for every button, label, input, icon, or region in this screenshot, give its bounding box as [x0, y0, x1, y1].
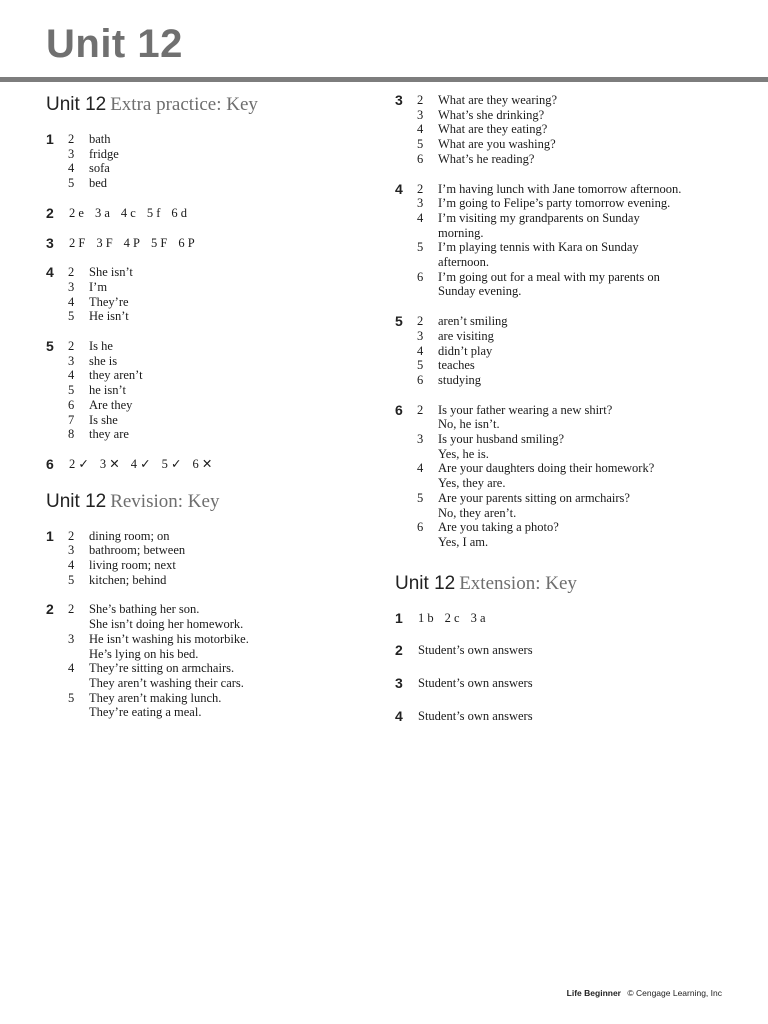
answer-list — [68, 265, 366, 324]
page-title: Unit 12 — [46, 22, 183, 66]
item-text: bathroom; between — [89, 543, 186, 558]
answer-item — [68, 354, 366, 369]
answer-item: 6 P — [178, 235, 195, 250]
answer-item — [68, 661, 366, 690]
answer-item — [68, 132, 366, 147]
item-text: Is your father wearing a new shirt? No, he isn’t. — [438, 402, 613, 432]
answer-list — [68, 529, 366, 588]
answer-item — [68, 309, 366, 324]
answer-item: 3 F — [96, 235, 113, 250]
item-number: 2 — [68, 265, 75, 280]
answer-item — [417, 137, 735, 152]
answer-item — [417, 344, 735, 359]
answer-item — [68, 368, 366, 383]
item-number: 4 — [68, 161, 75, 176]
exercise-number: 3 — [395, 675, 403, 692]
answer-item: 3 a — [94, 205, 110, 220]
answer-item: 3 ✕ — [99, 456, 120, 471]
answer-item — [417, 373, 735, 388]
item-number: 5 — [68, 176, 75, 191]
footer-copyright: © Cengage Learning, Inc — [627, 988, 722, 998]
item-text: didn’t play — [438, 343, 493, 358]
exercise-3 — [46, 236, 366, 251]
item-number: 5 — [417, 240, 424, 255]
item-text: she is — [89, 353, 118, 368]
answer-item — [68, 529, 366, 544]
item-text: aren’t smiling — [438, 314, 508, 329]
exercise-number: 4 — [395, 707, 403, 724]
item-text: She isn’t — [89, 265, 133, 280]
extension-heading — [395, 572, 735, 597]
item-text: What’s she drinking? — [438, 107, 545, 122]
answer-item — [68, 398, 366, 413]
item-number: 3 — [417, 328, 424, 343]
answer-text: Student’s own answers — [418, 708, 533, 723]
item-text: I’m having lunch with Jane tomorrow afternoon. — [438, 181, 682, 196]
exercise-number: 3 — [46, 234, 54, 251]
answer-item — [68, 161, 366, 176]
item-number: 2 — [68, 339, 75, 354]
extension-exercise-3 — [395, 676, 735, 691]
item-number: 3 — [417, 107, 424, 122]
item-text: What are you washing? — [438, 137, 556, 152]
answer-item — [68, 413, 366, 428]
item-text: I’m — [89, 279, 108, 294]
item-number: 3 — [417, 196, 424, 211]
item-number: 3 — [68, 146, 75, 161]
exercise-4 — [46, 265, 366, 324]
answer-item — [68, 176, 366, 191]
heading-unit: Unit 12 — [46, 490, 107, 512]
answer-item — [417, 358, 735, 373]
exercise-number: 1 — [46, 131, 54, 147]
extension-exercise-4 — [395, 709, 735, 724]
item-number: 4 — [417, 122, 424, 137]
item-text: They aren’t making lunch. They’re eating a meal. — [89, 690, 222, 720]
item-text: Is he — [89, 339, 113, 354]
item-number: 8 — [68, 427, 75, 442]
item-text: dining room; on — [89, 528, 170, 543]
heading-unit: Unit 12 — [46, 94, 107, 115]
answer-row — [69, 236, 366, 251]
exercise-5 — [46, 339, 366, 442]
answer-item — [68, 543, 366, 558]
answer-item: 2 c — [444, 610, 460, 625]
answer-item: 2 F — [69, 235, 86, 250]
item-number: 4 — [68, 294, 75, 309]
exercise-number: 2 — [46, 601, 54, 618]
answer-item: 6 ✕ — [192, 456, 213, 471]
item-text: I’m playing tennis with Kara on Sunday afternoon. — [438, 240, 639, 270]
item-number: 5 — [417, 137, 424, 152]
item-number: 4 — [417, 461, 424, 476]
item-number: 3 — [68, 279, 75, 294]
item-number: 6 — [417, 269, 424, 284]
item-text: Are your daughters doing their homework? Yes, they are. — [438, 461, 655, 491]
item-number: 4 — [68, 368, 75, 383]
answer-list — [68, 339, 366, 442]
answer-item — [417, 270, 735, 299]
item-text: Are you taking a photo? Yes, I am. — [438, 520, 559, 549]
item-number: 3 — [68, 543, 75, 558]
item-number: 2 — [417, 314, 424, 329]
item-number: 4 — [68, 558, 75, 573]
answer-item — [417, 152, 735, 167]
revision-exercise-2 — [46, 602, 366, 720]
exercise-number: 4 — [395, 180, 403, 197]
footer-book-title: Life Beginner — [566, 988, 621, 998]
item-text: bath — [89, 132, 111, 146]
item-number: 2 — [68, 528, 75, 543]
answer-list — [417, 314, 735, 388]
heading-title: Extension: Key — [459, 572, 577, 594]
extra-practice-heading — [46, 93, 366, 118]
answer-item — [68, 383, 366, 398]
answer-item: 5 f — [146, 205, 161, 220]
item-number: 6 — [417, 151, 424, 166]
answer-item: 4 P — [123, 235, 140, 250]
answer-row — [418, 611, 735, 626]
exercise-4-continued — [395, 182, 735, 300]
answer-text: Student’s own answers — [418, 676, 533, 691]
answer-item — [417, 329, 735, 344]
item-number: 2 — [417, 181, 424, 196]
answer-item — [417, 211, 735, 240]
item-text: I’m going out for a meal with my parents on Sunday evening. — [438, 269, 660, 299]
item-text: Are your parents sitting on armchairs? No, they aren’t. — [438, 490, 630, 520]
item-number: 4 — [68, 661, 75, 676]
item-number: 5 — [417, 490, 424, 505]
item-number: 2 — [68, 132, 75, 146]
item-number: 2 — [68, 602, 75, 617]
answer-list — [68, 602, 366, 720]
exercise-number: 6 — [395, 401, 403, 418]
exercise-number: 5 — [46, 338, 54, 355]
answer-item — [68, 295, 366, 310]
item-number: 5 — [417, 358, 424, 373]
item-text: What are they wearing? — [438, 93, 558, 107]
answer-item — [417, 182, 735, 197]
item-text: fridge — [89, 146, 119, 161]
item-text: They’re sitting on armchairs. They aren’t washing their cars. — [89, 661, 244, 690]
item-text: studying — [438, 372, 482, 387]
answer-item: 1 b — [418, 610, 434, 625]
answer-item — [68, 427, 366, 442]
item-number: 4 — [417, 343, 424, 358]
answer-list — [68, 132, 366, 191]
answer-item: 5 ✓ — [161, 456, 182, 471]
item-text: What are they eating? — [438, 122, 548, 137]
item-text: I’m going to Felipe’s party tomorrow evening. — [438, 196, 671, 211]
answer-row — [69, 206, 366, 221]
item-text: they are — [89, 427, 129, 442]
item-number: 3 — [417, 432, 424, 447]
answer-item: 4 c — [120, 205, 136, 220]
item-number: 6 — [417, 372, 424, 387]
item-text: Is she — [89, 412, 118, 427]
item-text: living room; next — [89, 558, 176, 573]
item-number: 3 — [68, 353, 75, 368]
answer-list — [417, 403, 735, 550]
answer-item: 3 a — [470, 610, 486, 625]
item-number: 5 — [68, 572, 75, 587]
answer-text: Student’s own answers — [418, 643, 533, 658]
item-text: bed — [89, 176, 108, 191]
heading-title: Extra practice: Key — [110, 94, 258, 115]
exercise-number: 1 — [395, 609, 403, 626]
answer-item — [417, 93, 735, 108]
exercise-6 — [46, 457, 366, 472]
answer-item — [417, 491, 735, 520]
item-number: 5 — [68, 309, 75, 324]
answer-item — [417, 432, 735, 461]
right-column — [395, 93, 735, 739]
title-rule — [0, 77, 768, 82]
item-number: 5 — [68, 383, 75, 398]
answer-item — [417, 314, 735, 329]
item-number: 6 — [68, 397, 75, 412]
item-number: 2 — [417, 93, 424, 107]
answer-item — [68, 632, 366, 661]
item-text: I’m visiting my grandparents on Sunday morning. — [438, 210, 640, 240]
exercise-1 — [46, 132, 366, 191]
answer-item — [68, 280, 366, 295]
left-column — [46, 93, 366, 735]
answer-list — [417, 182, 735, 300]
answer-item — [68, 558, 366, 573]
exercise-number: 2 — [395, 642, 403, 659]
exercise-number: 5 — [395, 313, 403, 330]
answer-item: 2 ✓ — [69, 456, 89, 471]
exercise-number: 6 — [46, 455, 54, 472]
heading-unit: Unit 12 — [395, 572, 456, 594]
answer-list — [417, 93, 735, 167]
footer — [567, 988, 722, 998]
answer-item — [68, 339, 366, 354]
answer-item — [417, 520, 735, 549]
item-text: kitchen; behind — [89, 572, 167, 587]
answer-item — [417, 196, 735, 211]
answer-item — [417, 240, 735, 269]
answer-item — [68, 265, 366, 280]
item-number: 6 — [417, 520, 424, 535]
answer-item — [68, 573, 366, 588]
answer-row — [69, 457, 366, 472]
item-text: What’s he reading? — [438, 151, 535, 166]
item-text: he isn’t — [89, 383, 126, 398]
answer-item — [417, 403, 735, 432]
answer-item: 5 F — [150, 235, 168, 250]
item-number: 5 — [68, 690, 75, 705]
answer-item — [68, 602, 366, 631]
item-number: 7 — [68, 412, 75, 427]
item-text: Are they — [89, 397, 133, 412]
revision-heading — [46, 490, 366, 515]
revision-exercise-1 — [46, 529, 366, 588]
answer-item — [68, 691, 366, 720]
item-text: He isn’t — [89, 309, 129, 324]
item-number: 3 — [68, 631, 75, 646]
item-text: Is your husband smiling? Yes, he is. — [438, 432, 565, 461]
exercise-number: 4 — [46, 264, 54, 281]
item-text: She’s bathing her son. She isn’t doing her homework. — [89, 602, 244, 632]
item-text: They’re — [89, 294, 129, 309]
answer-item: 4 ✓ — [130, 456, 151, 471]
extension-exercise-2 — [395, 643, 735, 658]
item-number: 2 — [417, 402, 424, 417]
heading-title: Revision: Key — [110, 490, 220, 512]
exercise-3-continued — [395, 93, 735, 167]
answer-item: 2 e — [69, 205, 84, 220]
extension-exercise-1 — [395, 611, 735, 626]
exercise-6-continued — [395, 403, 735, 550]
exercise-number: 2 — [46, 204, 54, 221]
exercise-number: 1 — [46, 527, 54, 544]
answer-item — [417, 461, 735, 490]
answer-item: 6 d — [171, 205, 187, 220]
item-text: sofa — [89, 161, 110, 176]
item-text: are visiting — [438, 328, 494, 343]
answer-item — [68, 147, 366, 162]
item-text: He isn’t washing his motorbike. He’s lying on his bed. — [89, 631, 249, 661]
item-text: they aren’t — [89, 368, 143, 383]
answer-item — [417, 108, 735, 123]
exercise-number: 3 — [395, 92, 403, 108]
item-number: 4 — [417, 210, 424, 225]
exercise-5-continued — [395, 314, 735, 388]
answer-item — [417, 122, 735, 137]
item-text: teaches — [438, 358, 475, 373]
exercise-2 — [46, 206, 366, 221]
